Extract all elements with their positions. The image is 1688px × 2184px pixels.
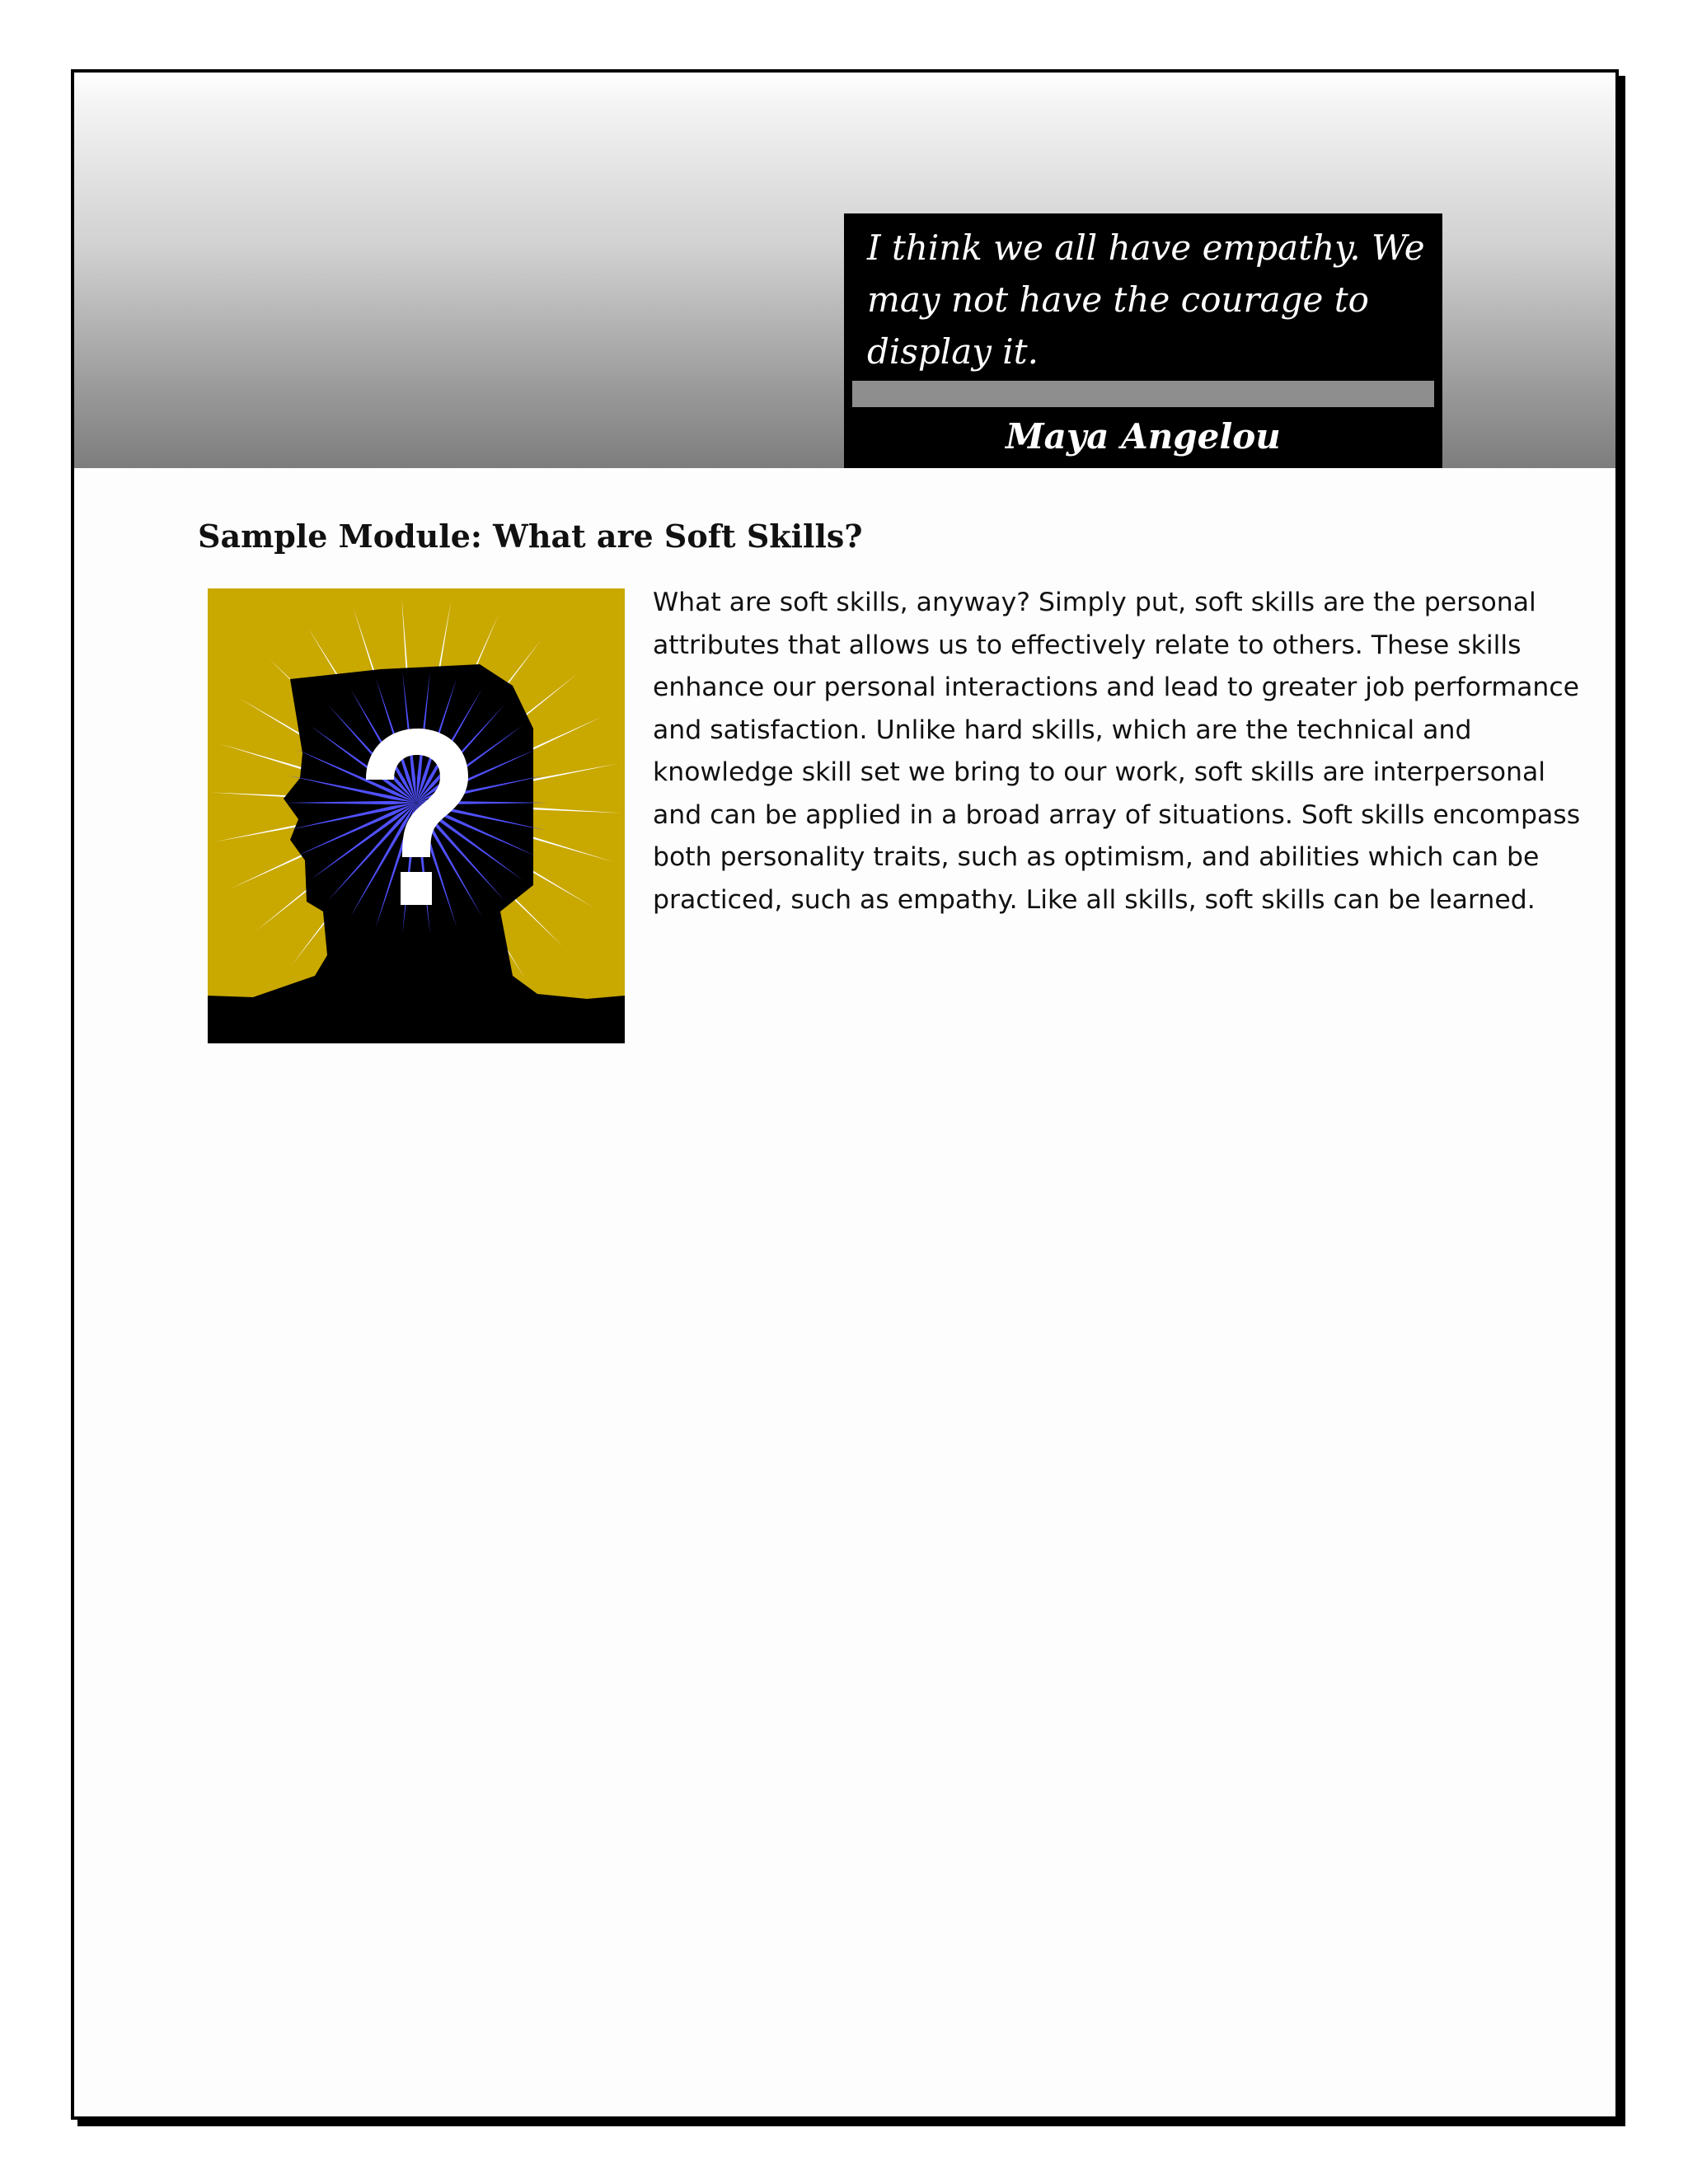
module-title: Sample Module: What are Soft Skills? bbox=[198, 518, 863, 555]
quote-author: Maya Angelou bbox=[1006, 416, 1281, 457]
page-frame bbox=[71, 69, 1619, 2120]
quote-box bbox=[844, 213, 1442, 468]
module-body-text: What are soft skills, anyway? Simply put, soft skills are the personal attributes that allows us to effectively relate to others. These skills enhance our personal interactions and lead to greater job performance and satisfaction. Unlike hard skills, which are the technical and knowledge skill set we bring to our work, soft skills are interpersonal and can be applied in a broad array of situations. Soft skills encompass both personality traits, such as optimism, and abilities which can be practiced, such as empathy. Like all skills, soft skills can be learned. bbox=[653, 588, 1581, 915]
header-band bbox=[74, 73, 1615, 468]
quote-text: I think we all have empathy. We may not have the courage to display it. bbox=[867, 227, 1425, 372]
quote-divider bbox=[852, 381, 1434, 407]
head-question-mark-icon bbox=[208, 588, 625, 1043]
